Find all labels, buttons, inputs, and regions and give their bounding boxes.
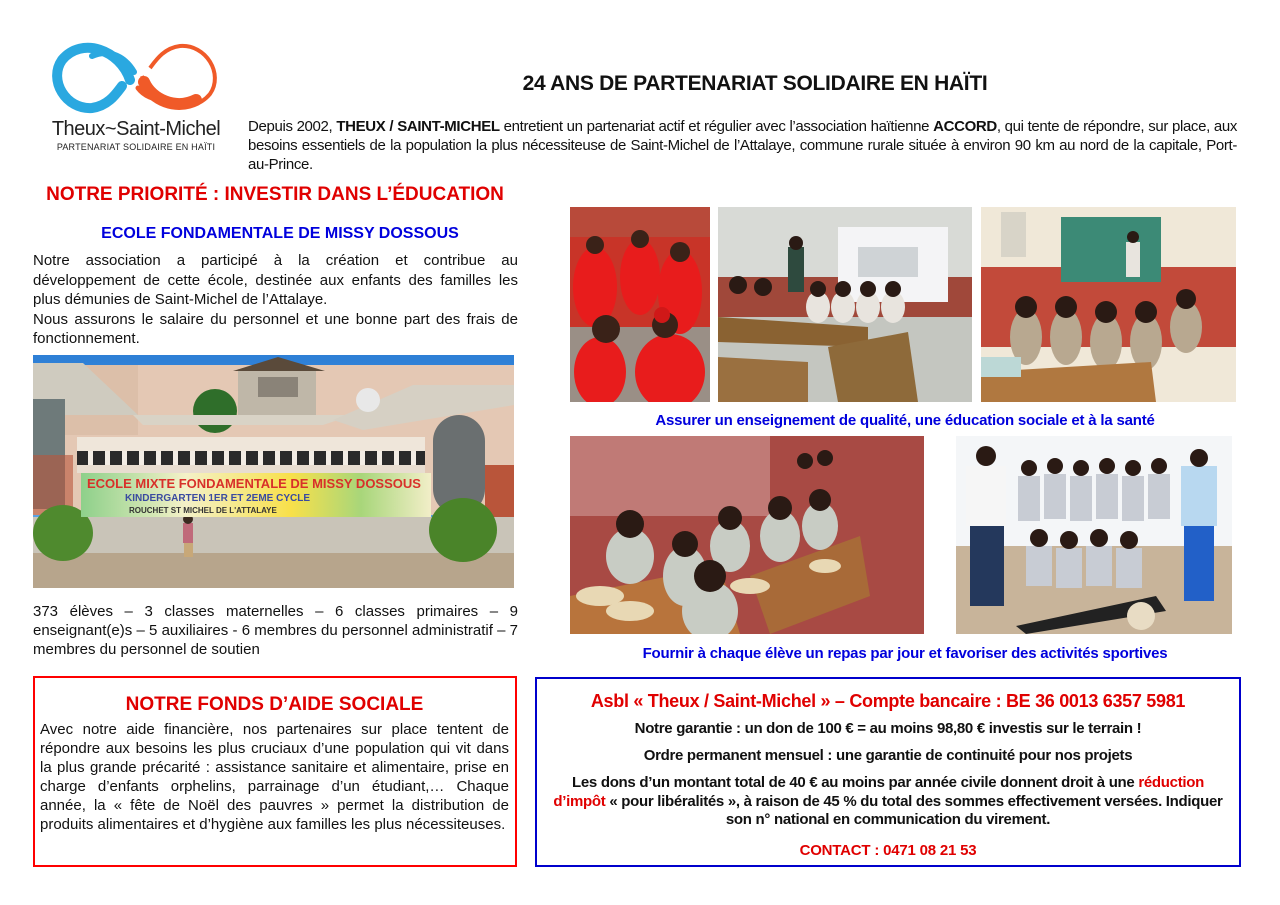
standing-order-note: Ordre permanent mensuel : une garantie de continuité pour nos projets: [643, 747, 1133, 764]
social-fund-box: [33, 676, 517, 867]
logo: [44, 38, 224, 158]
school-description: [33, 251, 518, 349]
school-sign-line2: KINDERGARTEN 1ER ET 2EME CYCLE: [125, 493, 311, 504]
social-fund-heading: NOTRE FONDS D’AIDE SOCIALE: [125, 694, 424, 715]
intro-prefix: Depuis 2002,: [248, 118, 337, 135]
school-sign-line3: ROUCHET ST MICHEL DE L'ATTALAYE: [129, 506, 277, 515]
logo-subtitle: PARTENARIAT SOLIDAIRE EN HAÏTI: [56, 142, 216, 152]
logo-infinity-mark: [52, 38, 222, 118]
school-heading: ECOLE FONDAMENTALE DE MISSY DOSSOUS: [101, 225, 459, 242]
tax-reduction-note: [545, 774, 1231, 830]
school-building-photo: [33, 355, 514, 588]
intro-org: THEUX / SAINT-MICHEL: [336, 118, 500, 135]
school-description-2: Nous assurons le salaire du personnel et une bonne part des frais de fonctionnement.: [33, 310, 518, 347]
intro-suffix: , qui tente de répondre, sur place, aux besoins essentiels de la population la plus nécessiteuse de Saint-Michel de l’Attalaye, commune rurale située à environ 90 km au nord de la capitale, Port-au-Prince.: [248, 118, 1238, 173]
logo-name: Theux~Saint-Michel: [51, 118, 221, 140]
gallery-caption-education: Assurer un enseignement de qualité, une éducation sociale et à la santé: [655, 412, 1155, 429]
students-red-shirts-photo: [570, 207, 710, 402]
donation-info-box: [535, 677, 1241, 867]
bank-account-heading: Asbl « Theux / Saint-Michel » – Compte bancaire : BE 36 0013 6357 5981: [590, 691, 1186, 711]
social-fund-text: Avec notre aide financière, nos partenaires sur place tentent de répondre aux besoins les plus cruciaux d’une population qui vit dans la plus grande précarité : assistance sanitaire et alimentaire, prise en charge d’enfants orphelins, parrainage d’un étudiant,… Chaque année, la « fête de Noël des pauvres » permet la distribution de produits alimentaires et d’hygiène aux familles les plus nécessiteuses.: [40, 721, 509, 833]
priority-heading: NOTRE PRIORITÉ : INVESTIR DANS L’ÉDUCATION: [46, 184, 504, 205]
intro-mid: entretient un partenariat actif et régulier avec l’association haïtienne: [499, 118, 934, 135]
school-stats: 373 élèves – 3 classes maternelles – 6 classes primaires – 9 enseignant(e)s – 5 auxiliaires - 6 membres du personnel administratif – 7 membres du personnel de soutien: [33, 603, 518, 658]
contact-phone: CONTACT : 0471 08 21 53: [799, 841, 977, 859]
donation-guarantee: Notre garantie : un don de 100 € = au moins 98,80 € investis sur le terrain !: [634, 720, 1142, 737]
intro-paragraph: [248, 117, 1237, 174]
page-title: 24 ANS DE PARTENARIAT SOLIDAIRE EN HAÏTI: [522, 72, 988, 95]
school-sign-line1: ECOLE MIXTE FONDAMENTALE DE MISSY DOSSOUS: [87, 476, 421, 491]
school-description-1: Notre association a participé à la création et contribue au développement de cette école, destinée aux enfants des familles les plus démunies de Saint-Michel de l’Attalaye.: [33, 252, 518, 308]
classroom-students-photo: [981, 207, 1236, 402]
students-sports-team-photo: [956, 436, 1232, 634]
intro-partner: ACCORD: [933, 118, 997, 135]
gallery-caption-meals-sports: Fournir à chaque élève un repas par jour et favoriser des activités sportives: [642, 645, 1168, 662]
students-meal-photo: [570, 436, 924, 634]
tax-highlight: réduction d’impôt: [553, 774, 1204, 810]
tax-prefix: Les dons d’un montant total de 40 € au moins par année civile donnent droit à une: [572, 774, 1139, 791]
tax-suffix: « pour libéralités », à raison de 45 % du total des sommes effectivement versées. Indiquer son n° national en communication du virement.: [605, 792, 1223, 828]
classroom-projector-photo: [718, 207, 972, 402]
